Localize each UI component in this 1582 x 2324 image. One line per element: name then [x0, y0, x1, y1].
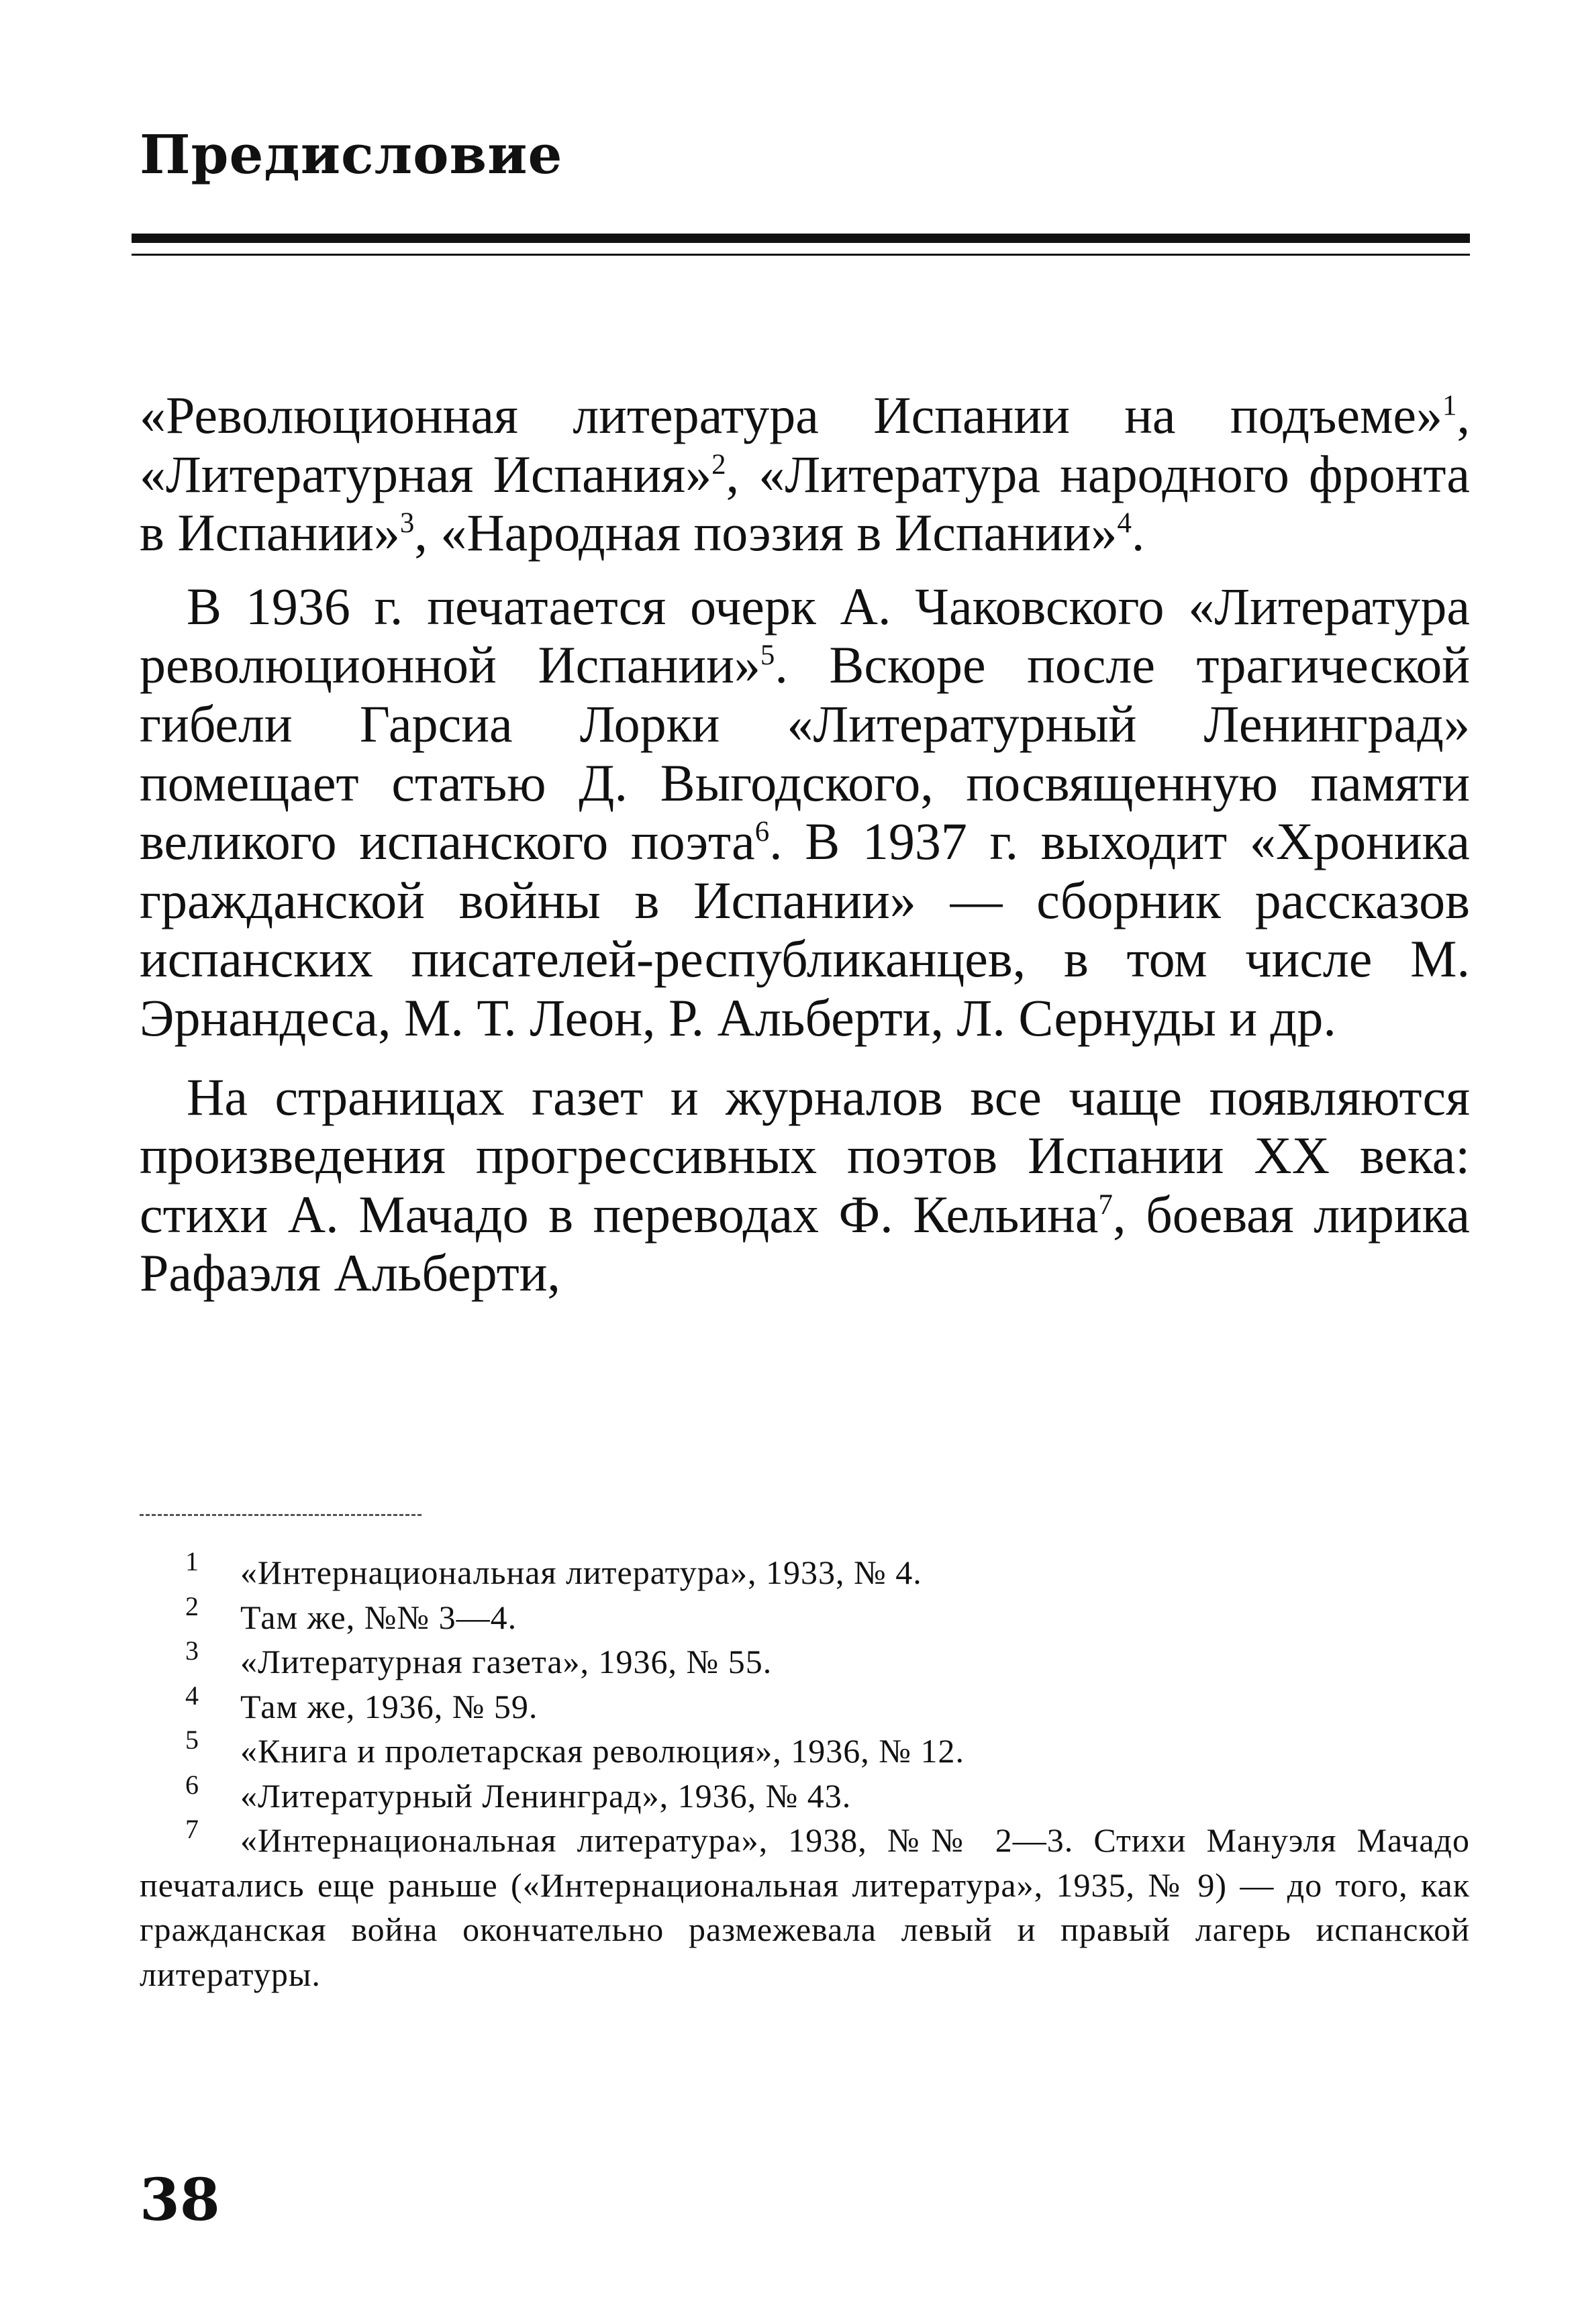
footnote-number: 1 — [185, 1546, 199, 1576]
page-number: 38 — [140, 2166, 220, 2234]
footnote-number: 2 — [185, 1590, 199, 1621]
footnote-ref-2: 2 — [711, 448, 726, 481]
footnote-ref-5: 5 — [760, 640, 775, 672]
paragraph-3-text-a: На страницах газет и журналов все чаще появляются произведения прогрессивных поэтов Испании XX века: стихи А. Мачадо в переводах Ф. Кельина — [140, 1067, 1470, 1244]
header-rule-thin — [132, 254, 1470, 256]
footnote-number: 7 — [185, 1814, 199, 1844]
footnote-text: Там же, №№ 3—4. — [240, 1598, 517, 1636]
paragraph-2-text-a: В 1936 г. печатается очерк А. Чаковского «Литература революционной Испании» — [140, 576, 1470, 695]
footnote-number: 6 — [185, 1769, 199, 1800]
paragraph-1-text-c: , «Литература народного фронта в Испании» — [140, 444, 1470, 562]
paragraph-2-text-b: . Вскоре после трагической гибели Гарсиа Лорки «Литературный Ленинград» помещает статью Д. Выгодского, посвященную памяти великого испанского поэта — [140, 636, 1470, 871]
paragraph-3 — [140, 1068, 1470, 1303]
paragraph-1 — [140, 386, 1470, 562]
footnote-separator — [140, 1514, 422, 1516]
paragraph-1-text-d: , «Народная поэзия в Испании» — [414, 503, 1118, 562]
footnote-text: Там же, 1936, № 59. — [240, 1687, 538, 1725]
paragraph-1-text-e: . — [1131, 503, 1145, 562]
footnote-4 — [140, 1680, 1470, 1729]
footnote-2 — [140, 1590, 1470, 1640]
footnote-ref-3: 3 — [399, 507, 415, 540]
footnote-text: «Интернациональная литература», 1938, №№ 2—3. Стихи Мануэля Мачадо печатались еще раньше («Интернациональная литература», 1935, № 9) — до того, как гражданская война окончательно размежевала левый и правый лагерь испанской литературы. — [140, 1821, 1470, 1993]
footnote-ref-7: 7 — [1098, 1189, 1113, 1221]
footnote-3 — [140, 1635, 1470, 1684]
footnote-ref-6: 6 — [754, 816, 770, 848]
paragraph-2-text-c: . В 1937 г. выходит «Хроника гражданской войны в Испании» — сборник рассказов испанских писателей-республиканцев, в том числе М. Эрнандеса, М. Т. Леон, Р. Альберти, Л. Сернуды и др. — [140, 812, 1470, 1047]
footnote-5 — [140, 1725, 1470, 1774]
footnote-number: 3 — [185, 1635, 199, 1666]
footnote-6 — [140, 1769, 1470, 1819]
paragraph-2 — [140, 577, 1470, 1048]
footnote-ref-1: 1 — [1442, 390, 1457, 421]
footnote-1 — [140, 1546, 1470, 1595]
footnote-ref-4: 4 — [1117, 507, 1132, 540]
footnote-7 — [140, 1814, 1470, 1997]
footnote-number: 5 — [185, 1725, 199, 1755]
footnote-text: «Интернациональная литература», 1933, № 4. — [240, 1554, 922, 1591]
header-rule-thick — [132, 234, 1470, 243]
main-text — [140, 386, 1470, 1303]
footnote-text: «Литературный Ленинград», 1936, № 43. — [240, 1776, 852, 1815]
paragraph-1-text-a: «Революционная литература Испании на подъеме» — [140, 386, 1443, 444]
footnote-text: «Книга и пролетарская революция», 1936, № 12. — [240, 1732, 965, 1770]
footnotes — [140, 1546, 1470, 1997]
footnote-text: «Литературная газета», 1936, № 55. — [240, 1643, 773, 1680]
running-head: Предисловие — [140, 123, 563, 186]
footnote-number: 4 — [185, 1680, 199, 1711]
paragraph-1-text-b: , «Литературная Испания» — [140, 386, 1470, 503]
paragraph-3-text-b: , боевая лирика Рафаэля Альберти, — [140, 1184, 1470, 1303]
